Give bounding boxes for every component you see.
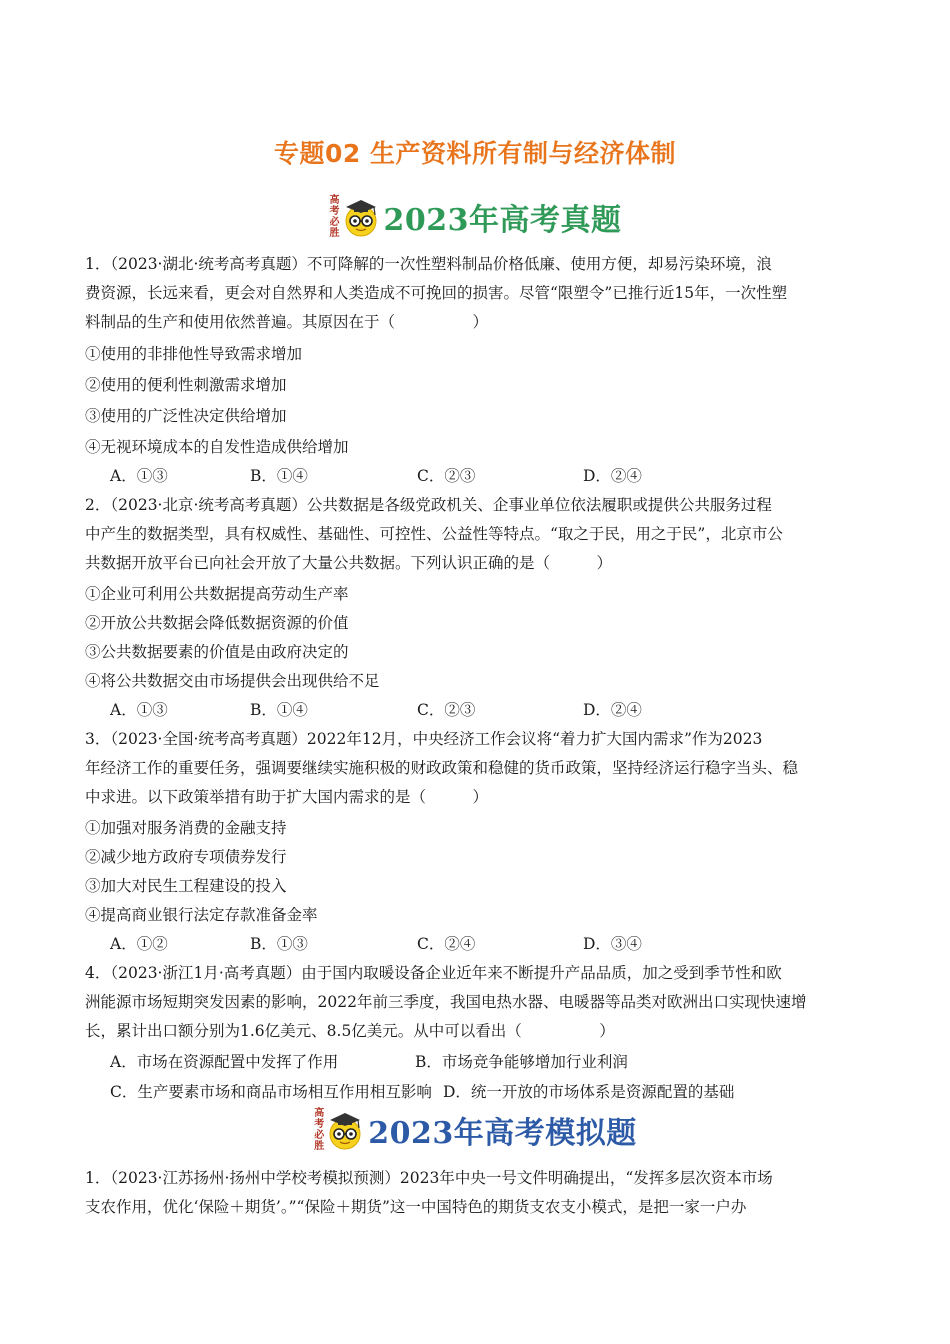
exam-mascot-logo [329,195,380,239]
q3-option-c[interactable]: C．②④ [417,935,476,953]
q1-stem-line: 料制品的生产和使用依然普遍。其原因在于（ ） [85,313,489,331]
q3-stem-line: 年经济工作的重要任务，强调要继续实施积极的财政政策和稳健的货币政策，坚持经济运行稳字当头、稳 [85,759,799,777]
logo-side-text: 高 考 必 胜 [329,195,340,239]
q1-option-c[interactable]: C．②③ [417,467,476,485]
q4-stem-line: 长，累计出口额分别为1.6亿美元、8.5亿美元。从中可以看出（ ） [85,1022,615,1040]
q3-item: ③加大对民生工程建设的投入 [85,877,287,895]
page-title: 专题02 生产资料所有制与经济体制 [274,139,676,168]
q4-stem-line: 洲能源市场短期突发因素的影响，2022年前三季度，我国电热水器、电暖器等品类对欧洲出口实现快速增 [85,993,807,1011]
q2-stem-line: 共数据开放平台已向社会开放了大量公共数据。下列认识正确的是（ ） [85,554,613,572]
q3-option-d[interactable]: D．③④ [583,935,642,953]
q4-option-a[interactable]: A．市场在资源配置中发挥了作用 [110,1053,339,1071]
q2-item: ④将公共数据交由市场提供会出现供给不足 [85,672,380,690]
q2-option-c[interactable]: C．②③ [417,701,476,719]
q2-item: ②开放公共数据会降低数据资源的价值 [85,614,349,632]
q2-item: ①企业可利用公共数据提高劳动生产率 [85,585,349,603]
q4-option-d[interactable]: D．统一开放的市场体系是资源配置的基础 [443,1083,735,1101]
q1-stem-line: 费资源，长远来看，更会对自然界和人类造成不可挽回的损害。尽管“限塑令”已推行近15年，一次性塑 [85,284,788,302]
q3-item: ①加强对服务消费的金融支持 [85,819,287,837]
q3-item: ④提高商业银行法定存款准备金率 [85,906,318,924]
q3-options [110,934,810,954]
m1-stem-line: 1．（2023·江苏扬州·扬州中学校考模拟预测）2023年中央一号文件明确提出，“发挥多层次资本市场 [85,1169,773,1187]
logo-side-text: 高 考 必 胜 [314,1108,325,1152]
q3-stem-line: 3．（2023·全国·统考高考真题）2022年12月，中央经济工作会议将“着力扩大国内需求”作为2023 [85,730,763,748]
q4-stem-line: 4．（2023·浙江1月·高考真题）由于国内取暖设备企业近年来不断提升产品品质，加之受到季节性和欧 [85,964,782,982]
graduate-face-icon [342,197,380,237]
q3-option-b[interactable]: B．①③ [250,935,308,953]
q3-option-a[interactable]: A．①② [110,935,168,953]
q1-option-b[interactable]: B．①④ [250,467,308,485]
q1-item: ④无视环境成本的自发性造成供给增加 [85,438,349,456]
q1-stem-line: 1．（2023·湖北·统考高考真题）不可降解的一次性塑料制品价格低廉、使用方便，却易污染环境，浪 [85,255,772,273]
section-banner-real-exam [0,194,950,240]
q1-option-a[interactable]: A．①③ [110,467,168,485]
q4-options-row [110,1082,810,1102]
q1-option-d[interactable]: D．②④ [583,467,642,485]
graduate-face-icon [326,1110,364,1150]
q3-stem-line: 中求进。以下政策举措有助于扩大国内需求的是（ ） [85,788,489,806]
q4-option-c[interactable]: C．生产要素市场和商品市场相互作用相互影响 [110,1083,432,1101]
q2-item: ③公共数据要素的价值是由政府决定的 [85,643,349,661]
q4-options-row [110,1052,810,1072]
q1-item: ①使用的非排他性导致需求增加 [85,345,303,363]
q2-stem-line: 2．（2023·北京·统考高考真题）公共数据是各级党政机关、企事业单位依法履职或提供公共服务过程 [85,496,772,514]
m1-stem-line: 支农作用，优化‘保险＋期货’。”“保险＋期货”这一中国特色的期货支农支小模式，是把一家一户办 [85,1198,747,1216]
section-banner-text: 2023年高考真题 [383,203,622,238]
q3-item: ②减少地方政府专项债券发行 [85,848,287,866]
q2-option-d[interactable]: D．②④ [583,701,642,719]
exam-mascot-logo [313,1108,364,1152]
section-banner-mock-exam [0,1107,950,1153]
q2-option-b[interactable]: B．①④ [250,701,308,719]
q2-option-a[interactable]: A．①③ [110,701,168,719]
q1-options [110,466,810,486]
q2-options [110,700,810,720]
q2-stem-line: 中产生的数据类型，具有权威性、基础性、可控性、公益性等特点。“取之于民，用之于民”，北京市公 [85,525,783,543]
q1-item: ③使用的广泛性决定供给增加 [85,407,287,425]
section-banner-text: 2023年高考模拟题 [368,1116,637,1151]
q4-option-b[interactable]: B．市场竞争能够增加行业利润 [415,1053,628,1071]
q1-item: ②使用的便利性刺激需求增加 [85,376,287,394]
